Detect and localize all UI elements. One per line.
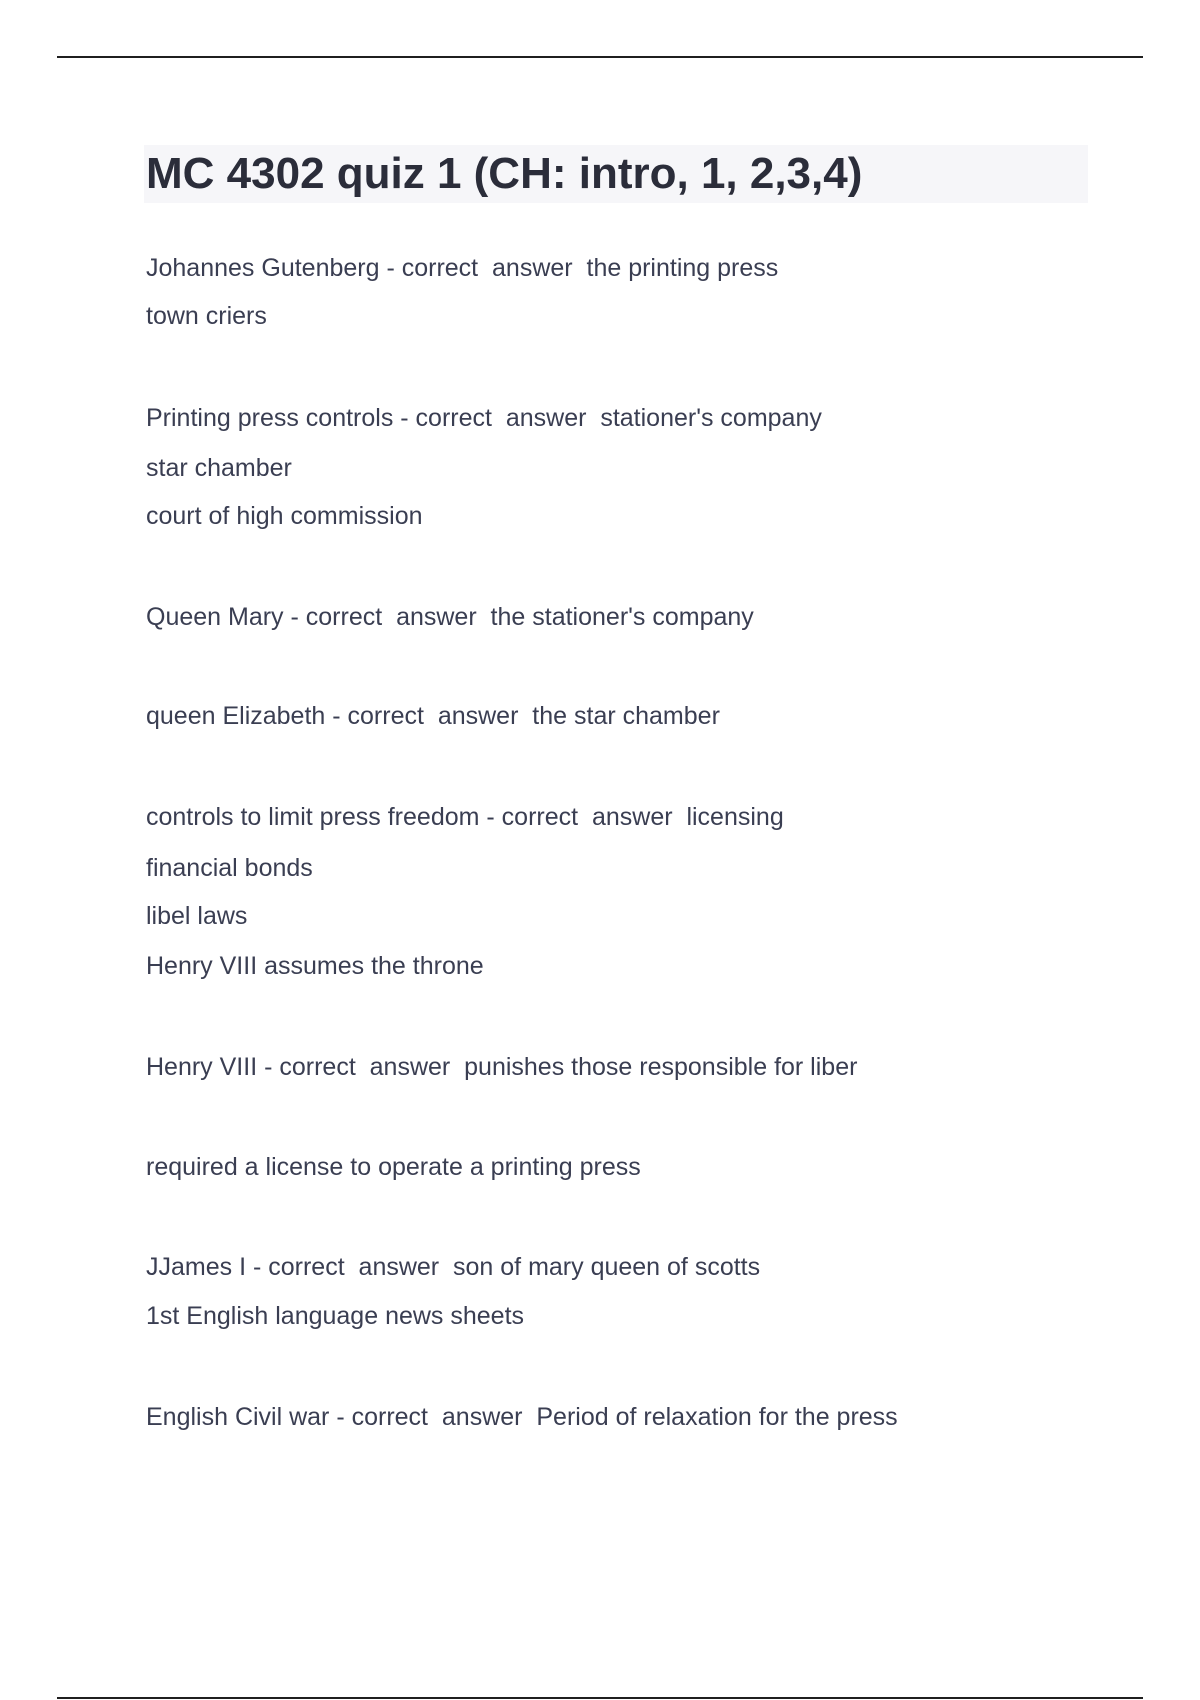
page-title: MC 4302 quiz 1 (CH: intro, 1, 2,3,4)	[146, 149, 863, 198]
qa-line: 1st English language news sheets	[146, 1302, 525, 1330]
top-rule	[57, 56, 1143, 58]
qa-line: Queen Mary - correct answer the stationer's company	[146, 603, 754, 631]
qa-line: star chamber	[146, 454, 292, 482]
qa-line: Printing press controls - correct answer stationer's company	[146, 404, 822, 432]
qa-line: Henry VIII - correct answer punishes those responsible for liber	[146, 1053, 858, 1081]
qa-line: English Civil war - correct answer Period of relaxation for the press	[146, 1403, 898, 1431]
qa-line: JJames I - correct answer son of mary queen of scotts	[146, 1253, 761, 1281]
qa-line: court of high commission	[146, 502, 423, 530]
bottom-rule	[57, 1697, 1143, 1699]
qa-line: controls to limit press freedom - correct answer licensing	[146, 803, 784, 831]
qa-line: town criers	[146, 302, 267, 330]
qa-line: Henry VIII assumes the throne	[146, 952, 484, 980]
qa-line: Johannes Gutenberg - correct answer the printing press	[146, 254, 779, 282]
qa-line: libel laws	[146, 902, 248, 930]
qa-line: financial bonds	[146, 854, 313, 882]
qa-line: queen Elizabeth - correct answer the star chamber	[146, 702, 720, 730]
qa-line: required a license to operate a printing press	[146, 1153, 641, 1181]
